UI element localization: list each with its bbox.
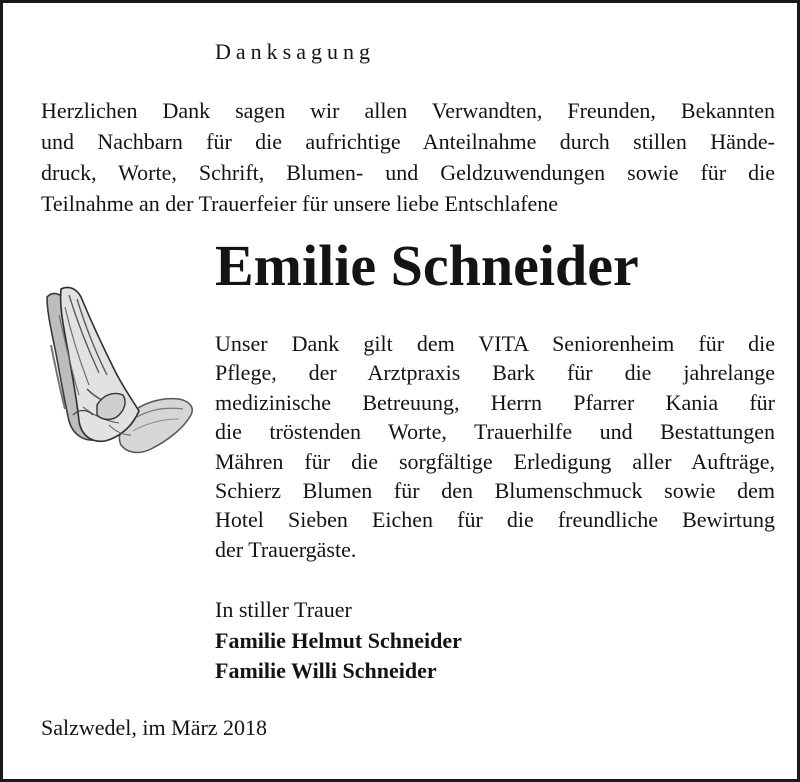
praying-hands-icon [39,285,195,461]
intro-paragraph [41,95,775,219]
thanks-line: der Trauergäste. [215,536,357,562]
thanks-line: Hotel Sieben Eichen für die freundliche Bewirtung [215,507,775,533]
mourning-phrase: In stiller Trauer [215,597,352,622]
closing-block [215,595,462,687]
thanks-line: Pflege, der Arztpraxis Bark für die jahrelange [215,360,775,386]
thanks-line: Schierz Blumen für den Blumenschmuck sowie dem [215,478,775,504]
thanks-line: Mähren für die sorgfältige Erledigung aller Aufträge, [215,448,775,474]
intro-line: druck, Worte, Schrift, Blumen- und Geldzuwendungen sowie für die [41,160,775,185]
family-signature: Familie Helmut Schneider [215,627,462,653]
family-signature: Familie Willi Schneider [215,658,437,683]
thanks-line: die tröstenden Worte, Trauerhilfe und Bestattungen [215,419,775,445]
intro-line: und Nachbarn für die aufrichtige Anteilnahme durch stillen Hände- [41,129,775,154]
intro-line: Herzlichen Dank sagen wir allen Verwandten, Freunden, Bekannten [41,98,775,123]
thanks-paragraph [215,329,775,564]
intro-line: Teilnahme an der Trauerfeier für unsere liebe Entschlafene [41,191,559,216]
notice-heading: Danksagung [215,39,375,64]
thanks-line: medizinische Betreuung, Herrn Pfarrer Kania für [215,389,775,415]
place-date: Salzwedel, im März 2018 [41,715,268,740]
thanks-line: Unser Dank gilt dem VITA Seniorenheim für die [215,331,775,356]
deceased-name: Emilie Schneider [215,233,639,298]
